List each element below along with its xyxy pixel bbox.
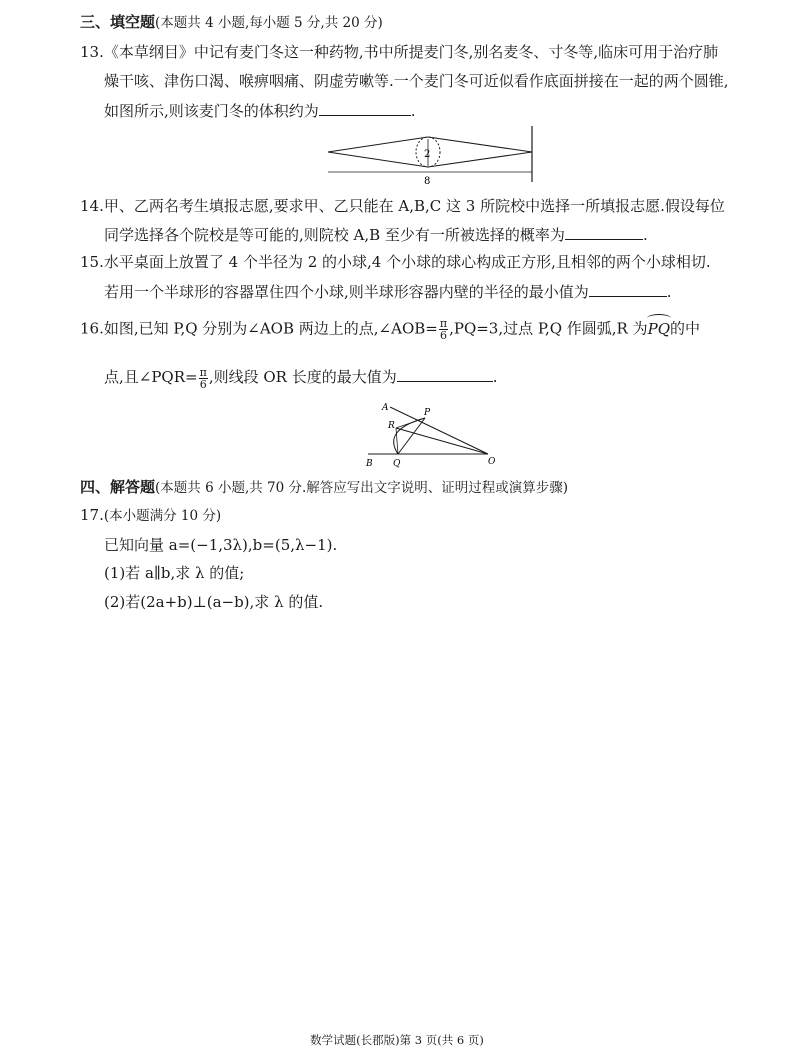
q15-text-2: 若用一个半球形的容器罩住四个小球,则半球形容器内壁的半径的最小值为 — [104, 283, 589, 301]
q13-text-1: 《本草纲目》中记有麦门冬这一种药物,书中所提麦门冬,别名麦冬、寸冬等,临床可用于治疗肺 — [103, 43, 719, 61]
q16-answer-blank — [397, 366, 493, 382]
section-3-heading — [80, 12, 383, 33]
q13-fig-height-label: 2 — [424, 149, 431, 160]
q15-line-2 — [104, 281, 672, 302]
q16-fraction-1 — [439, 318, 448, 341]
q16-text-1b: ,PQ=3,过点 P,Q 作圆弧,R 为 — [449, 319, 648, 338]
section-3-title: 三、填空题 — [80, 13, 156, 31]
q16-text-1c: 的中 — [670, 319, 701, 338]
q13-line-3 — [104, 100, 416, 121]
q16-fig-label-q: Q — [393, 459, 401, 469]
section-4-heading — [80, 477, 568, 498]
q16-line-2 — [104, 366, 498, 390]
q13-line-1 — [80, 42, 718, 62]
q13-end: . — [410, 102, 416, 120]
q15-answer-blank — [589, 281, 667, 297]
q17-header — [80, 505, 221, 526]
q16-end: . — [492, 368, 498, 386]
q14-text-1: 甲、乙两名考生填报志愿,要求甲、乙只能在 A,B,C 这 3 所院校中选择一所填报志愿.假设每位 — [103, 197, 725, 215]
q14-line-1 — [80, 196, 725, 216]
q13-answer-blank — [319, 100, 411, 116]
q17-part1-line — [104, 563, 244, 583]
section-3-note: (本题共 4 小题,每小题 5 分,共 20 分) — [155, 15, 383, 31]
q16-number: 16. — [80, 319, 104, 338]
q14-end: . — [642, 226, 648, 244]
q17-number: 17. — [80, 506, 104, 524]
q17-part2: (2)若(2a+b)⊥(a−b),求 λ 的值. — [104, 593, 324, 611]
q13-number: 13. — [80, 43, 104, 61]
q15-line-1 — [80, 252, 711, 272]
q16-arc-pq: PQ — [647, 319, 670, 338]
q16-frac-den-1: 6 — [439, 329, 447, 342]
q14-answer-blank — [565, 224, 643, 240]
q16-fig-label-p: P — [424, 408, 431, 418]
q16-angle-figure — [360, 398, 510, 470]
q16-line-1 — [80, 318, 700, 341]
q13-cone-figure — [320, 124, 546, 188]
q14-text-2: 同学选择各个院校是等可能的,则院校 A,B 至少有一所被选择的概率为 — [104, 226, 565, 244]
q16-frac-num-2: π — [199, 365, 207, 379]
q13-line-2 — [104, 71, 729, 91]
page-footer: 数学试题(长郡版)第 3 页(共 6 页) — [310, 1033, 484, 1047]
q16-fig-label-a: A — [382, 403, 389, 413]
section-4-note: (本题共 6 小题,共 70 分.解答应写出文字说明、证明过程或演算步骤) — [155, 480, 569, 496]
q13-text-2: 燥干咳、津伤口渴、喉痹咽痛、阴虚劳嗽等.一个麦门冬可近似看作底面拼接在一起的两个圆锥, — [104, 72, 729, 90]
q16-fraction-2 — [199, 367, 208, 390]
q16-frac-num-1: π — [439, 317, 448, 330]
q16-fig-label-o: O — [488, 457, 496, 467]
q17-given: 已知向量 a=(−1,3λ),b=(5,λ−1). — [104, 536, 338, 554]
q16-text-2a: 点,且∠PQR= — [104, 368, 198, 386]
q14-number: 14. — [80, 197, 104, 215]
q14-line-2 — [104, 224, 648, 245]
q16-frac-den-2: 6 — [199, 377, 207, 391]
q16-text-2b: ,则线段 OR 长度的最大值为 — [208, 368, 397, 386]
q17-part2-line — [104, 592, 323, 612]
q16-text-1a: 如图,已知 P,Q 分别为∠AOB 两边上的点,∠AOB= — [103, 319, 438, 338]
q17-score: (本小题满分 10 分) — [103, 508, 222, 524]
q17-given-line — [104, 535, 337, 555]
q16-fig-label-r: R — [388, 421, 395, 431]
q13-fig-length-label: 8 — [424, 176, 431, 187]
q13-text-3: 如图所示,则该麦门冬的体积约为 — [104, 102, 319, 120]
q16-fig-label-b: B — [366, 459, 373, 469]
q15-end: . — [666, 283, 672, 301]
section-4-title: 四、解答题 — [80, 478, 156, 496]
q15-text-1: 水平桌面上放置了 4 个半径为 2 的小球,4 个小球的球心构成正方形,且相邻的两个小球相切. — [103, 253, 711, 271]
q15-number: 15. — [80, 253, 104, 271]
q17-part1: (1)若 a∥b,求 λ 的值; — [104, 564, 245, 582]
